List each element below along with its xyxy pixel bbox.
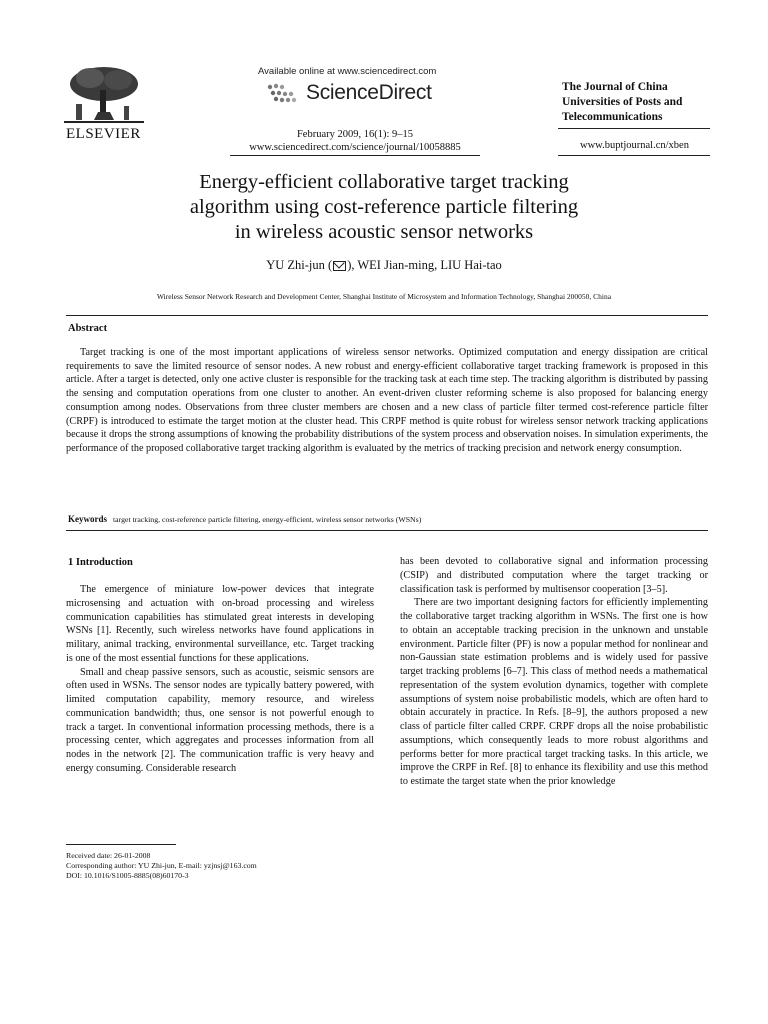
abstract-text: Target tracking is one of the most important applications of wireless sensor networks. Optimized computation and energy dissipation are critical requirements to save the limited resource of sensor nodes. A new robust and energy-efficient collaborative target tracking framework is proposed in this article. After a target is detected, only one active cluster is responsible for the tracking task at each time step. The tracking algorithm is distributed by passing the sensing and computation operations from one cluster to another. An event-driven cluster reforming scheme is also proposed for balancing energy consumption among nodes. Observations from three cluster members are chosen and a new class of particle filter termed cost-reference particle filter (CRPF) is introduced to estimate the target motion at the cluster head. This CRPF method is quite robust for wireless sensor network tracking applications because it drops the strong assumptions of knowing the probability distributions of the system process and observation noises. In simulation experiments, the performance of the proposed collaborative target tracking algorithm is evaluated by the metrics of tracking precision and network energy consumption. <box>66 347 708 454</box>
received-date: Received date: 26-01-2008 <box>66 851 151 860</box>
author-first: YU Zhi-jun ( <box>266 258 333 272</box>
journal-divider <box>558 128 710 129</box>
paragraph: There are two important designing factors for efficiently implementing the collaborative target tracking algorithm in WSNs. The first one is how to obtain an acceptable tracking precision in the unknown and unstable environment. Particle filter (PF) is now a popular method for nonlinear and non-Gaussian state estimation problems and is widely used for passive target tracking problems [6–7]. This class of method needs a mathematical representation of the system evolution dynamics, together with complete assumptions of system noise probabilistic models, which are often hard to obtain accurately in practice. In Refs. [8–9], the authors proposed a new class of particle filter called CRPF. CRPF drops all the noise probabilistic assumptions, which consequently leads to more robust algorithms and performs better for more practical target tracking tasks. In this article, we improve the CRPF in Ref. [8] to enhance its flexibility and use this method to estimate the target state when the prior knowledge <box>400 597 708 787</box>
author-list <box>60 258 708 273</box>
right-column <box>400 555 708 789</box>
mail-icon <box>333 261 346 271</box>
title-line-3: in wireless acoustic sensor networks <box>234 221 534 243</box>
publisher-name: ELSEVIER <box>66 126 141 142</box>
title-line-1: Energy-efficient collaborative target tracking <box>199 171 569 193</box>
sciencedirect-wordmark: ScienceDirect <box>306 81 432 104</box>
affiliation: Wireless Sensor Network Research and Development Center, Shanghai Institute of Microsystem and Information Technology, Shanghai 200050, China <box>156 292 612 301</box>
paragraph: has been devoted to collaborative signal and information processing (CSIP) and distributed computation where the target tracking or classification task is performed by multisensor cooperation [3–5]. <box>400 556 708 595</box>
abstract-heading: Abstract <box>68 323 108 334</box>
abstract-bottom-rule <box>66 530 708 531</box>
doi: DOI: 10.1016/S1005-8885(08)60170-3 <box>66 871 189 880</box>
sciencedirect-logo <box>266 80 432 106</box>
author-rest: ), WEI Jian-ming, LIU Hai-tao <box>347 258 502 272</box>
footnote-rule <box>66 844 176 845</box>
sciencedirect-dots-icon <box>266 82 300 104</box>
paper-title <box>60 170 708 245</box>
journal-site[interactable]: www.buptjournal.cn/xben <box>580 140 689 151</box>
section-heading-introduction: 1 Introduction <box>68 557 133 568</box>
paragraph: The emergence of miniature low-power devices that integrate microsensing and actuation with on-broad processing and wireless communication capabilities has stimulated great interests in developing WSNs [1]. Recently, such wireless networks have found applications in military, animal tracking, environmental surveillance, etc. Target tracking is one of the most essential functions for these applications. <box>66 584 374 664</box>
keywords-label: Keywords <box>68 514 107 524</box>
keywords <box>68 514 708 524</box>
header-divider <box>230 155 480 156</box>
header-divider-right <box>558 155 710 156</box>
abstract-top-rule <box>66 315 708 316</box>
corresponding-author: Corresponding author: YU Zhi-jun, E-mail: yzjnsj@163.com <box>66 861 257 870</box>
keywords-list: target tracking, cost-reference particle filtering, energy-efficient, wireless sensor networks (WSNs) <box>113 515 422 524</box>
available-online-text: Available online at www.sciencedirect.com <box>258 66 437 77</box>
journal-url[interactable]: www.sciencedirect.com/science/journal/10058885 <box>249 142 461 153</box>
journal-name: The Journal of China Universities of Posts and Telecommunications <box>562 81 683 123</box>
footnotes <box>66 851 374 881</box>
left-column <box>66 583 374 776</box>
paragraph: Small and cheap passive sensors, such as acoustic, seismic sensors are often used in WSNs. The sensor nodes are typically battery powered, with limited computation capability, memory resource, and wireless communication bandwidth; thus, one sensor is not powerful enough to track a target. In conventional information processing methods, there is a processing center, which aggregates and processes information from all nodes in the network [2]. The communication traffic is very heavy and energy consuming. Considerable research <box>66 666 374 774</box>
issue-line: February 2009, 16(1): 9–15 <box>296 129 414 140</box>
issue-info <box>230 128 480 154</box>
title-line-2: algorithm using cost-reference particle filtering <box>189 196 579 218</box>
